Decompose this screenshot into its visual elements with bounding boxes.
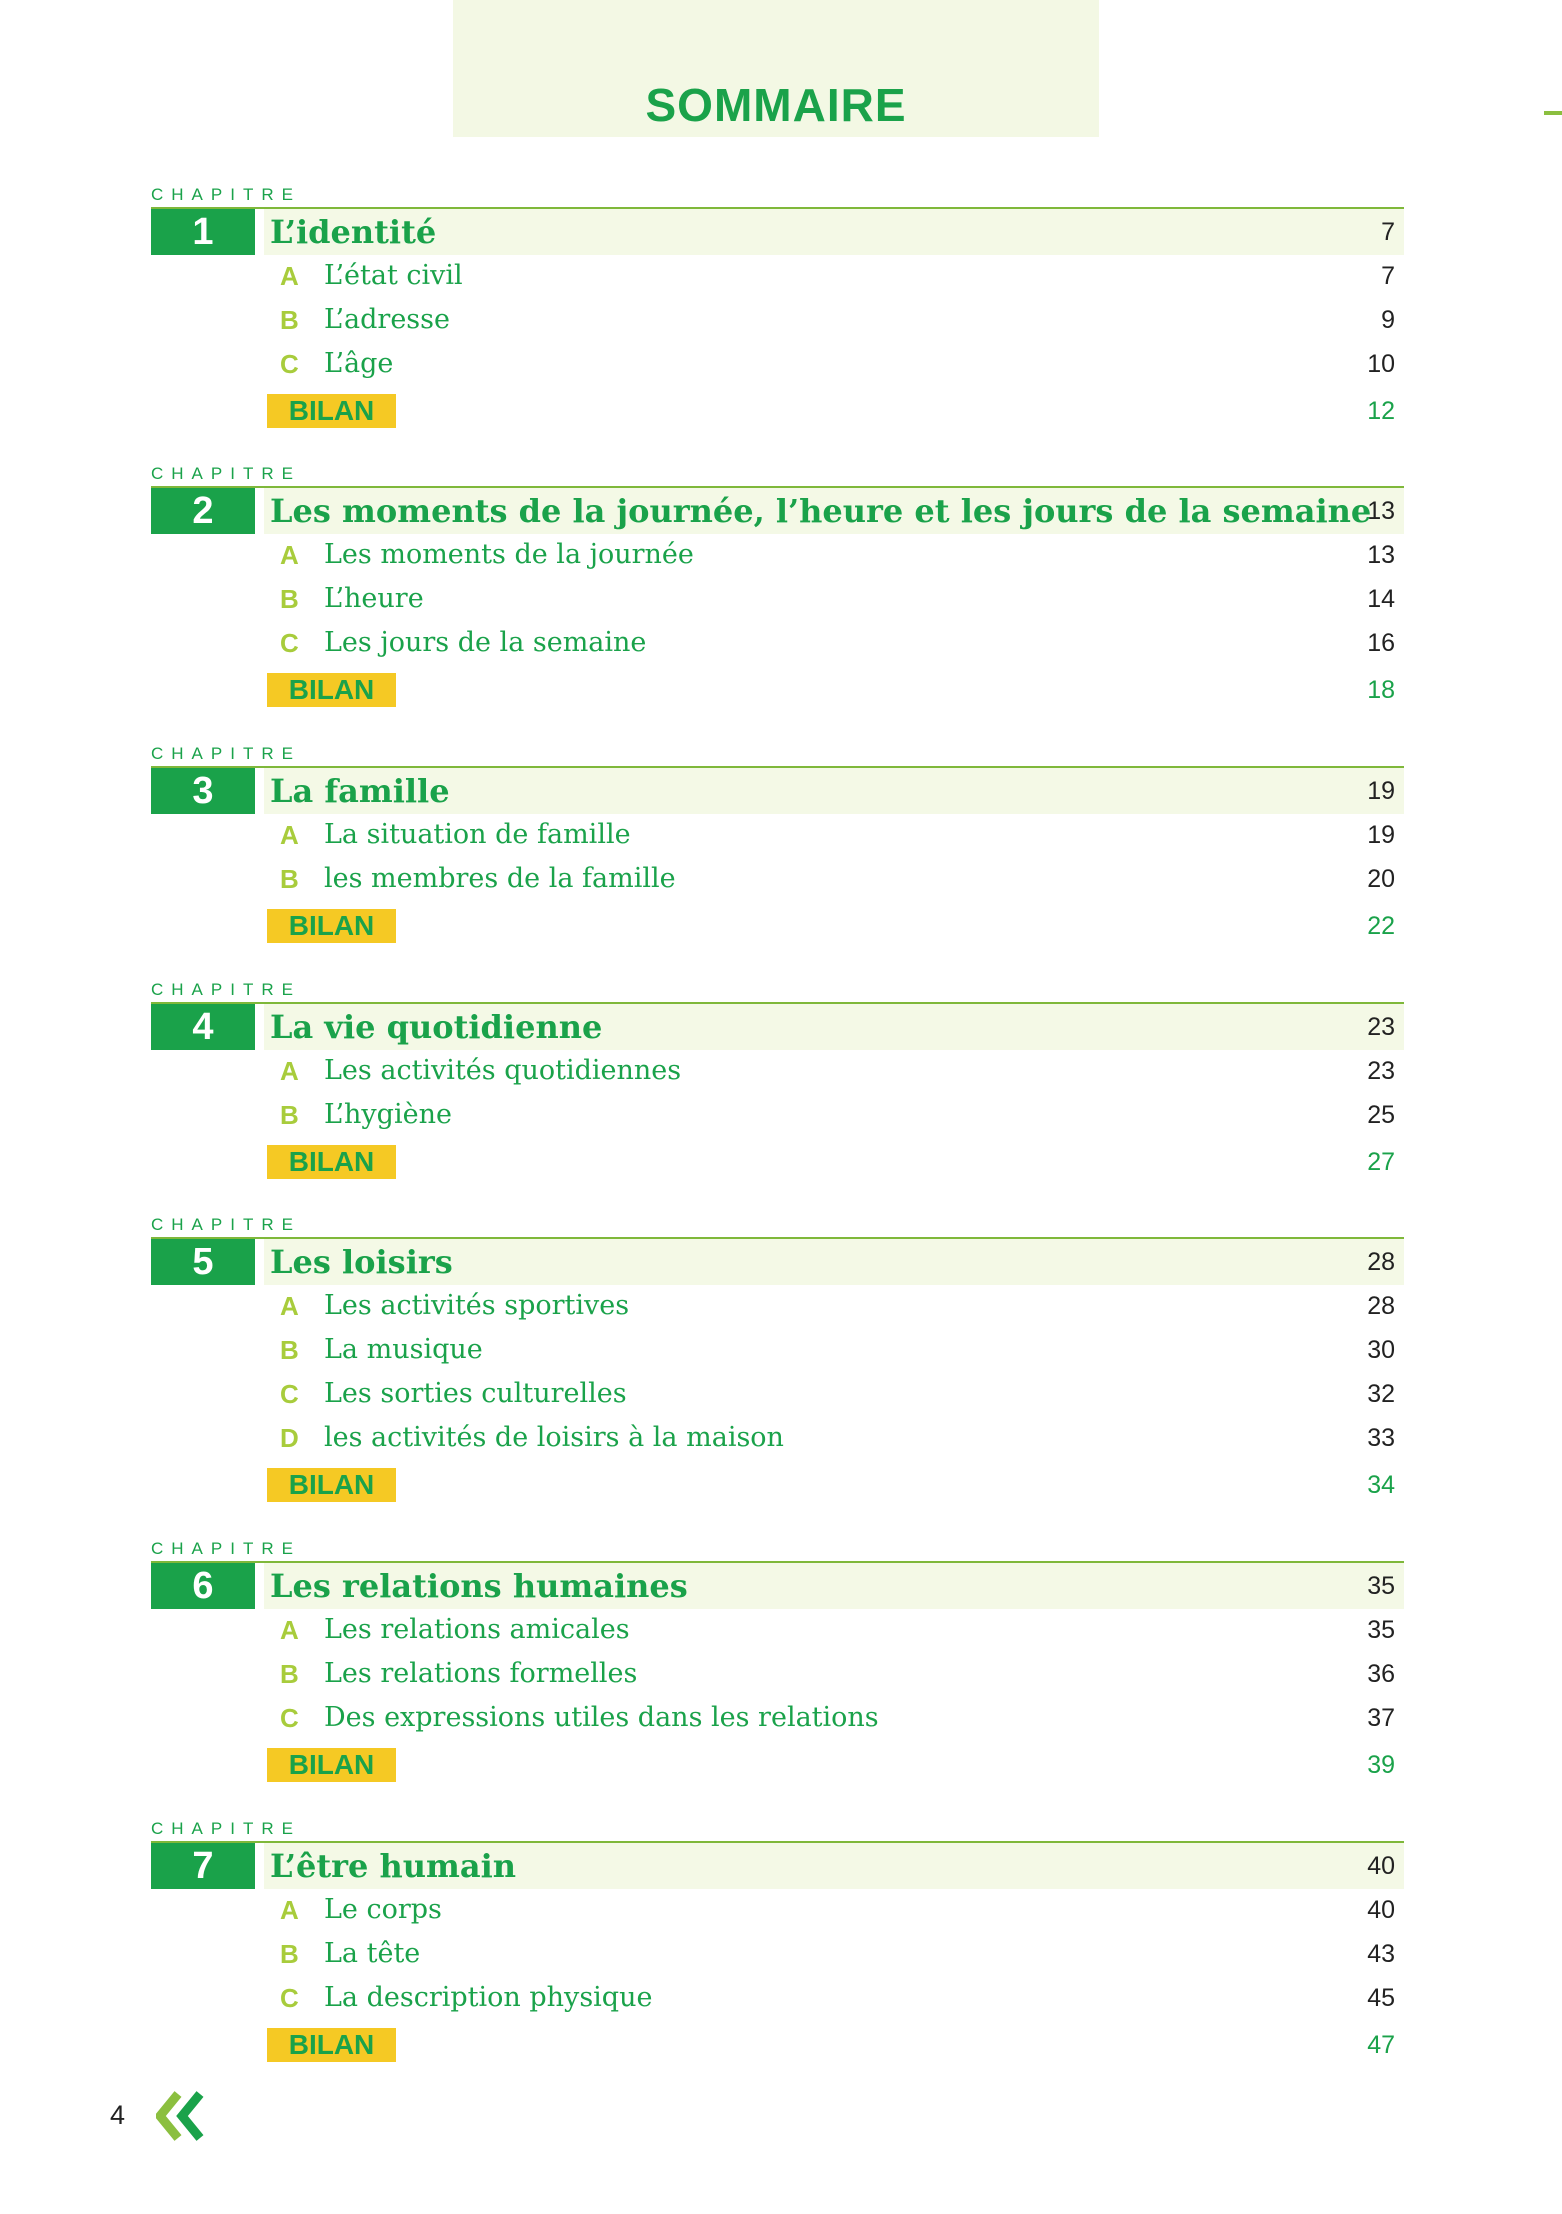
section-letter: B	[280, 1335, 299, 1365]
section-item[interactable]	[0, 256, 1562, 296]
chapter-label: CHAPITRE	[151, 464, 301, 483]
chapter-page: 40	[1367, 1852, 1395, 1880]
page-number: 4	[110, 2100, 126, 2130]
chapter-page: 35	[1367, 1572, 1395, 1600]
section-label: Les sorties culturelles	[324, 1378, 627, 1409]
section-page: 32	[1367, 1380, 1395, 1408]
section-page: 33	[1367, 1424, 1395, 1452]
section-item[interactable]	[0, 1330, 1562, 1370]
chapter-number: 6	[151, 1563, 255, 1609]
section-page: 23	[1367, 1057, 1395, 1085]
section-letter: B	[280, 864, 299, 894]
chapter-number: 5	[151, 1239, 255, 1285]
bilan-page: 34	[1367, 1471, 1395, 1499]
section-item[interactable]	[0, 1654, 1562, 1694]
chapter-title[interactable]: L’être humain	[270, 1847, 517, 1885]
section-page: 14	[1367, 585, 1395, 613]
bilan-page: 47	[1367, 2031, 1395, 2059]
section-item[interactable]	[0, 344, 1562, 384]
chapter-number: 2	[151, 488, 255, 534]
section-item[interactable]	[0, 1978, 1562, 2018]
section-label: Les activités quotidiennes	[324, 1055, 682, 1086]
section-page: 9	[1381, 306, 1395, 334]
section-page: 28	[1367, 1292, 1395, 1320]
section-label: L’hygiène	[324, 1099, 452, 1130]
section-letter: B	[280, 584, 299, 614]
chapter-label: CHAPITRE	[151, 980, 301, 999]
section-page: 20	[1367, 865, 1395, 893]
section-page: 43	[1367, 1940, 1395, 1968]
section-item[interactable]	[0, 1610, 1562, 1650]
bilan-page: 12	[1367, 397, 1395, 425]
chapter-page: 7	[1381, 218, 1395, 246]
section-label: La situation de famille	[324, 819, 631, 850]
bilan-page: 22	[1367, 912, 1395, 940]
section-page: 7	[1381, 262, 1395, 290]
section-letter: A	[280, 540, 299, 570]
section-page: 45	[1367, 1984, 1395, 2012]
section-letter: A	[280, 1291, 299, 1321]
page-title: SOMMAIRE	[645, 79, 907, 131]
section-page: 10	[1367, 350, 1395, 378]
section-label: Les relations amicales	[324, 1614, 630, 1645]
section-page: 37	[1367, 1704, 1395, 1732]
chapter-label: CHAPITRE	[151, 1215, 301, 1234]
bilan-page: 18	[1367, 676, 1395, 704]
section-page: 13	[1367, 541, 1395, 569]
bilan-badge: BILAN	[267, 909, 396, 943]
section-item[interactable]	[0, 535, 1562, 575]
section-item[interactable]	[0, 815, 1562, 855]
chapter-page: 13	[1367, 497, 1395, 525]
section-item[interactable]	[0, 1698, 1562, 1738]
section-page: 19	[1367, 821, 1395, 849]
section-label: Les activités sportives	[324, 1290, 630, 1321]
section-letter: A	[280, 820, 299, 850]
section-item[interactable]	[0, 300, 1562, 340]
bilan-item[interactable]	[0, 1145, 1562, 1185]
chapter-number: 3	[151, 768, 255, 814]
chapter-label: CHAPITRE	[151, 744, 301, 763]
chapter-title[interactable]: La vie quotidienne	[270, 1008, 603, 1046]
bilan-item[interactable]	[0, 1468, 1562, 1508]
chapter-label: CHAPITRE	[151, 185, 301, 204]
section-label: L’heure	[324, 583, 424, 614]
section-item[interactable]	[0, 623, 1562, 663]
bilan-item[interactable]	[0, 1748, 1562, 1788]
section-label: Le corps	[324, 1894, 442, 1925]
section-page: 30	[1367, 1336, 1395, 1364]
chapter-page: 23	[1367, 1013, 1395, 1041]
bilan-badge: BILAN	[267, 1145, 396, 1179]
section-letter: D	[280, 1423, 299, 1453]
chapter-number: 1	[151, 209, 255, 255]
section-page: 25	[1367, 1101, 1395, 1129]
section-label: La tête	[324, 1938, 421, 1969]
section-label: Les relations formelles	[324, 1658, 638, 1689]
section-letter: C	[280, 628, 299, 658]
section-item[interactable]	[0, 1418, 1562, 1458]
section-letter: B	[280, 1659, 299, 1689]
section-item[interactable]	[0, 1374, 1562, 1414]
section-label: La musique	[324, 1334, 483, 1365]
chapter-title[interactable]: Les moments de la journée, l’heure et les jours de la semaine	[270, 492, 1372, 530]
chapter-label: CHAPITRE	[151, 1539, 301, 1558]
section-label: L’âge	[324, 348, 394, 379]
bilan-badge: BILAN	[267, 673, 396, 707]
section-label: Des expressions utiles dans les relations	[324, 1702, 879, 1733]
section-letter: B	[280, 305, 299, 335]
section-label: les activités de loisirs à la maison	[324, 1422, 784, 1453]
section-letter: A	[280, 1895, 299, 1925]
section-item[interactable]	[0, 1890, 1562, 1930]
chapter-title[interactable]: La famille	[270, 772, 450, 810]
section-label: Les moments de la journée	[324, 539, 694, 570]
section-letter: A	[280, 1056, 299, 1086]
bilan-item[interactable]	[0, 909, 1562, 949]
bilan-item[interactable]	[0, 673, 1562, 713]
chapter-number: 4	[151, 1004, 255, 1050]
section-letter: A	[280, 261, 299, 291]
bilan-badge: BILAN	[267, 1468, 396, 1502]
bilan-page: 39	[1367, 1751, 1395, 1779]
section-item[interactable]	[0, 1095, 1562, 1135]
section-item[interactable]	[0, 1051, 1562, 1091]
section-letter: B	[280, 1100, 299, 1130]
section-item[interactable]	[0, 579, 1562, 619]
section-letter: A	[280, 1615, 299, 1645]
chapter-title[interactable]: L’identité	[270, 213, 437, 251]
bilan-badge: BILAN	[267, 2028, 396, 2062]
section-item[interactable]	[0, 859, 1562, 899]
bilan-item[interactable]	[0, 394, 1562, 434]
bilan-item[interactable]	[0, 2028, 1562, 2068]
chapter-title[interactable]: Les loisirs	[270, 1243, 453, 1281]
section-label: L’adresse	[324, 304, 450, 335]
section-label: Les jours de la semaine	[324, 627, 647, 658]
edge-mark	[1544, 111, 1562, 115]
chapter-title[interactable]: Les relations humaines	[270, 1567, 688, 1605]
section-page: 36	[1367, 1660, 1395, 1688]
chapter-page: 28	[1367, 1248, 1395, 1276]
section-letter: C	[280, 1379, 299, 1409]
section-label: L’état civil	[324, 260, 463, 291]
section-page: 16	[1367, 629, 1395, 657]
chapter-label: CHAPITRE	[151, 1819, 301, 1838]
section-letter: C	[280, 1703, 299, 1733]
chapter-number: 7	[151, 1843, 255, 1889]
chapter-page: 19	[1367, 777, 1395, 805]
section-page: 40	[1367, 1896, 1395, 1924]
section-label: les membres de la famille	[324, 863, 676, 894]
bilan-badge: BILAN	[267, 1748, 396, 1782]
section-item[interactable]	[0, 1934, 1562, 1974]
double-chevron-left-icon[interactable]	[156, 2088, 208, 2144]
section-item[interactable]	[0, 1286, 1562, 1326]
bilan-page: 27	[1367, 1148, 1395, 1176]
section-page: 35	[1367, 1616, 1395, 1644]
section-letter: C	[280, 349, 299, 379]
section-letter: C	[280, 1983, 299, 2013]
section-label: La description physique	[324, 1982, 653, 2013]
bilan-badge: BILAN	[267, 394, 396, 428]
section-letter: B	[280, 1939, 299, 1969]
